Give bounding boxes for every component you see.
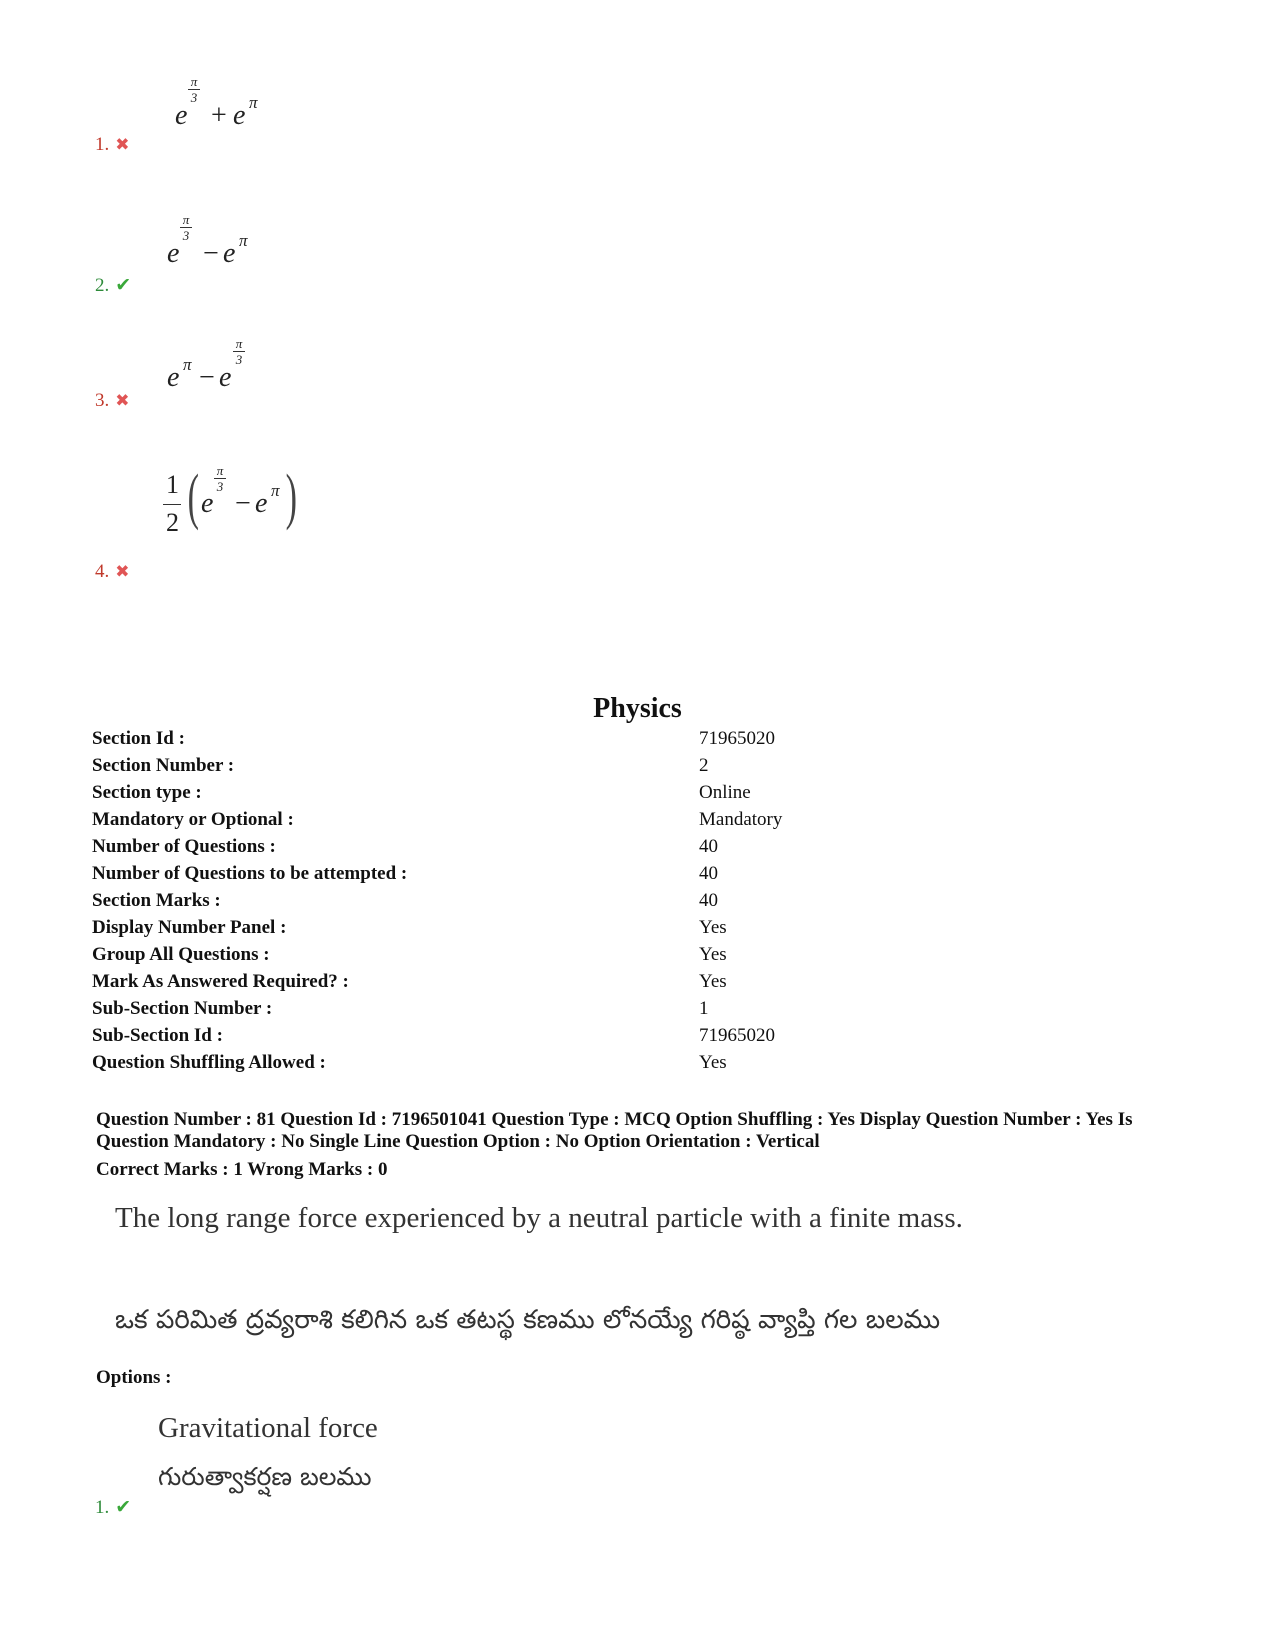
math-pi: π — [271, 481, 280, 500]
math-one: 1 — [166, 470, 179, 499]
section-row — [92, 971, 1192, 998]
section-label: Display Number Panel : — [92, 917, 287, 938]
question-marks-line: Correct Marks : 1 Wrong Marks : 0 — [96, 1159, 388, 1180]
section-row — [92, 890, 1192, 917]
section-value: Mandatory — [699, 809, 783, 830]
fraction-bar — [163, 504, 181, 505]
section-row — [92, 1052, 1192, 1079]
section-value: 2 — [699, 755, 709, 776]
math-pi: π — [235, 336, 243, 351]
prev-option-4 — [95, 561, 130, 583]
math-e: e — [167, 238, 180, 269]
math-pi: π — [182, 212, 190, 227]
option-1-text-telugu: గురుత్వాకర్షణ బలము — [158, 1462, 372, 1491]
math-e: e — [233, 100, 246, 131]
math-exponent — [188, 75, 200, 104]
math-pi: π — [183, 355, 192, 374]
question-meta — [96, 1109, 1196, 1181]
section-label: Question Shuffling Allowed : — [92, 1052, 326, 1073]
math-e: e — [167, 362, 180, 393]
section-value: 40 — [699, 863, 718, 884]
math-three: 3 — [182, 228, 190, 243]
math-lparen: ( — [187, 463, 200, 531]
option-1 — [95, 1496, 131, 1519]
question-meta-line: Question Number : 81 Question Id : 7196501041 Question Type : MCQ Option Shuffling : Yes Display Question Number : Yes Is Question Mandatory : No Single Line Question Option : No Option Orientation : Vertical — [96, 1109, 1133, 1152]
math-minus: − — [235, 488, 251, 519]
section-value: 1 — [699, 998, 709, 1019]
option-number: 1. — [95, 134, 110, 155]
section-label: Sub-Section Number : — [92, 998, 273, 1019]
section-row — [92, 1025, 1192, 1052]
section-row — [92, 998, 1192, 1025]
section-label: Mandatory or Optional : — [92, 809, 294, 830]
math-minus: − — [203, 238, 219, 269]
math-minus: − — [199, 362, 215, 393]
math-e: e — [201, 488, 214, 519]
section-value: 40 — [699, 836, 718, 857]
section-label: Sub-Section Id : — [92, 1025, 223, 1046]
cross-icon: ✖ — [115, 391, 130, 410]
math-e: e — [175, 100, 188, 131]
prev-option-1 — [95, 134, 130, 156]
section-title: Physics — [593, 693, 682, 724]
math-plus: + — [211, 100, 227, 131]
section-value: 40 — [699, 890, 718, 911]
section-value: Yes — [699, 944, 727, 965]
option-number: 3. — [95, 390, 110, 411]
option-number: 2. — [95, 274, 110, 296]
section-row — [92, 917, 1192, 944]
section-label: Section type : — [92, 782, 202, 803]
math-three: 3 — [216, 479, 224, 494]
cross-icon: ✖ — [115, 562, 130, 581]
section-label: Number of Questions to be attempted : — [92, 863, 408, 884]
math-e: e — [223, 238, 236, 269]
section-label: Number of Questions : — [92, 836, 276, 857]
math-three: 3 — [235, 352, 243, 367]
prev-option-2-formula — [167, 212, 277, 278]
math-three: 3 — [190, 90, 198, 105]
section-value: 71965020 — [699, 728, 775, 749]
option-number: 1. — [95, 1496, 110, 1518]
section-value: 71965020 — [699, 1025, 775, 1046]
section-value: Yes — [699, 917, 727, 938]
section-row — [92, 809, 1192, 836]
options-label: Options : — [96, 1367, 172, 1388]
section-row — [92, 836, 1192, 863]
section-value: Online — [699, 782, 751, 803]
math-exponent — [180, 213, 192, 242]
section-label: Group All Questions : — [92, 944, 270, 965]
question-text-telugu: ఒక పరిమిత ద్రవ్యరాశి కలిగిన ఒక తటస్థ కణము లోనయ్యే గరిష్ఠ వ్యాప్తి గల బలము — [115, 1305, 941, 1335]
option-number: 4. — [95, 561, 110, 582]
section-row — [92, 863, 1192, 890]
math-pi: π — [190, 74, 198, 89]
section-row — [92, 755, 1192, 782]
section-label: Section Number : — [92, 755, 235, 776]
prev-option-1-formula — [175, 74, 285, 140]
prev-option-3 — [95, 390, 130, 412]
cross-icon: ✖ — [115, 135, 130, 154]
math-rparen: ) — [285, 463, 298, 531]
section-value: Yes — [699, 971, 727, 992]
section-row — [92, 782, 1192, 809]
prev-option-4-formula — [163, 463, 313, 555]
check-icon: ✔ — [115, 275, 132, 296]
section-details-table — [92, 728, 1192, 1079]
math-exponent — [233, 337, 245, 366]
section-label: Section Marks : — [92, 890, 221, 911]
section-label: Mark As Answered Required? : — [92, 971, 349, 992]
prev-option-3-formula — [167, 336, 277, 402]
prev-option-2 — [95, 274, 131, 297]
question-text-english: The long range force experienced by a neutral particle with a finite mass. — [115, 1202, 963, 1234]
math-pi: π — [239, 231, 248, 250]
option-1-text-english: Gravitational force — [158, 1412, 378, 1444]
section-row — [92, 728, 1192, 755]
section-row — [92, 944, 1192, 971]
math-e: e — [255, 488, 268, 519]
section-value: Yes — [699, 1052, 727, 1073]
math-two: 2 — [166, 508, 179, 537]
section-label: Section Id : — [92, 728, 185, 749]
math-e: e — [219, 362, 232, 393]
math-pi: π — [216, 463, 224, 478]
math-exponent — [214, 464, 226, 493]
check-icon: ✔ — [115, 1497, 132, 1518]
math-pi: π — [249, 93, 258, 112]
